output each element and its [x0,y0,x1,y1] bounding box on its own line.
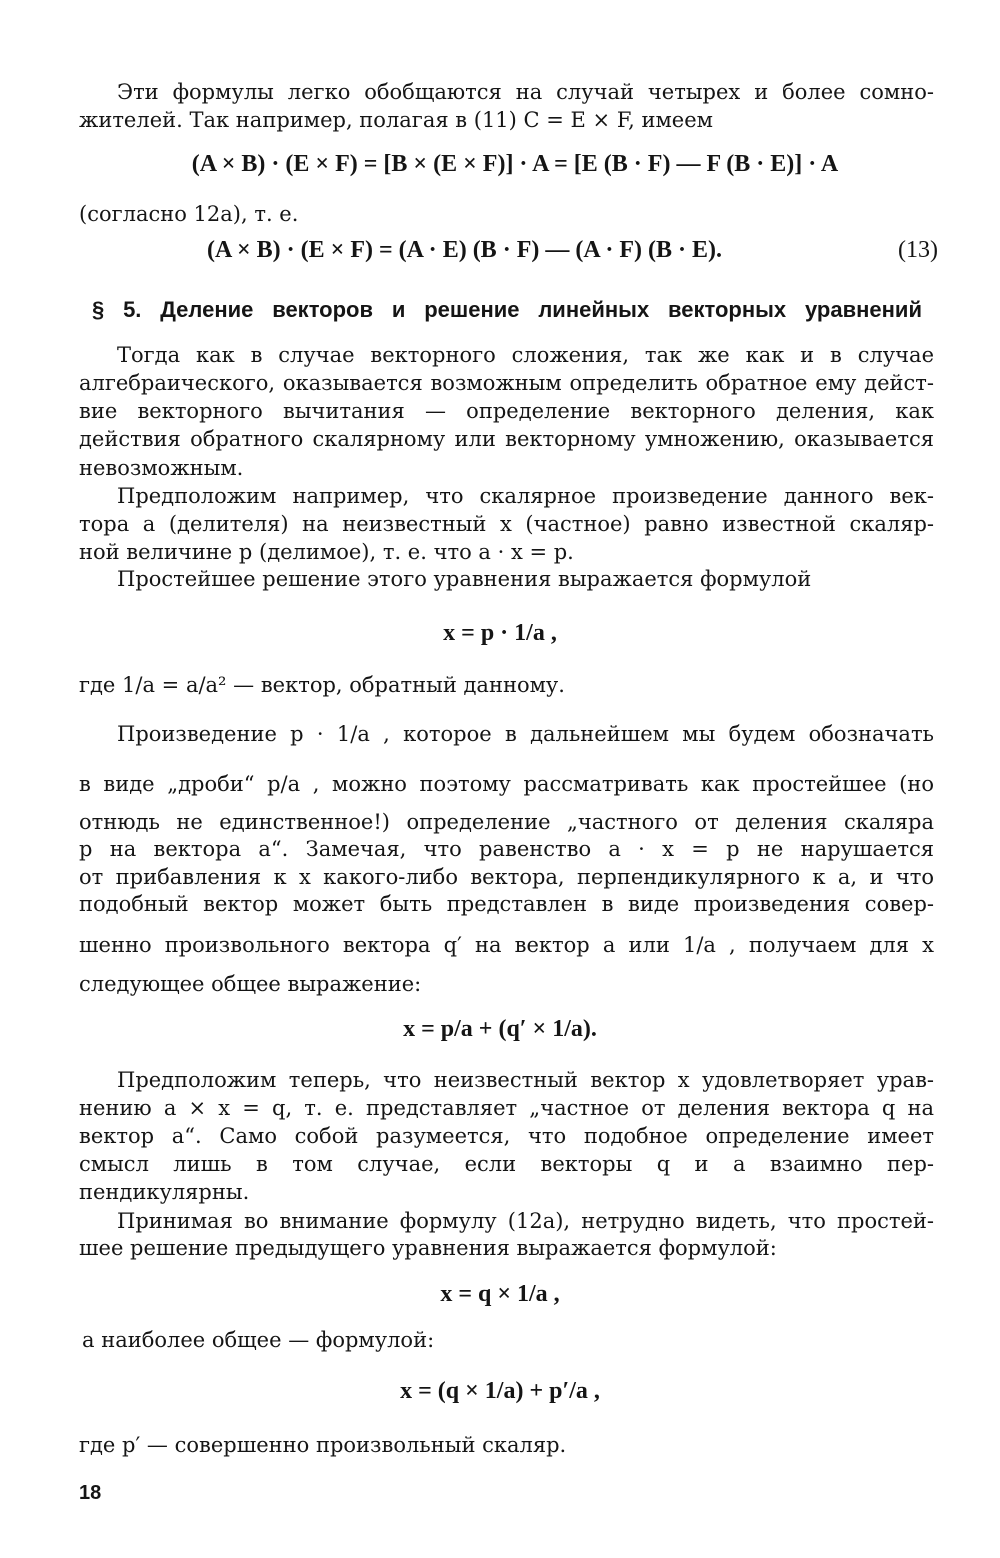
text-line: (согласно 12а), т. е. [79,202,299,226]
text-line: вие векторного вычитания — определение векторного деления, как [79,399,934,423]
text-line: подобный вектор может быть представлен в виде произведения совер- [79,892,934,916]
text-line: жителей. Так например, полагая в (11) C = E × F, имеем [79,108,713,132]
text-line: нению a × x = q, т. е. представляет „частное от деления вектора q на [79,1096,934,1120]
equation: (A × B) · (E × F) = [B × (E × F)] · A = [E (B · F) — F (B · E)] · A [191,151,839,177]
text-line: вектор a“. Само собой разумеется, что подобное определение имеет [79,1124,934,1148]
text-line: от прибавления к x какого-либо вектора, перпендикулярного к a, и что [79,865,934,889]
equation: (A × B) · (E × F) = (A · E) (B · F) — (A · F) (B · E). [207,237,723,263]
text-line: p на вектора a“. Замечая, что равенство a · x = p не нарушается [79,837,934,861]
text-line: Предположим теперь, что неизвестный вектор x удовлетворяет урав- [117,1068,934,1092]
text-line: ной величине p (делимое), т. е. что a · x = p. [79,540,574,564]
text-line: где p′ — совершенно произвольный скаляр. [79,1433,567,1457]
page-number: 18 [79,1482,102,1504]
section-heading: § 5. Деление векторов и решение линейных векторных уравнений [92,297,922,322]
equation: x = q × 1/a , [440,1281,560,1307]
text-line: Эти формулы легко обобщаются на случай четырех и более сомно- [117,80,934,104]
equation: x = (q × 1/a) + p′/a , [400,1378,600,1404]
text-line: смысл лишь в том случае, если векторы q и a взаимно пер- [79,1152,934,1176]
text-line: тора a (делителя) на неизвестный x (частное) равно известной скаляр- [79,512,934,536]
text-line: действия обратного скалярному или векторному умножению, оказывается [79,427,934,451]
text-line: в виде „дроби“ p/a , можно поэтому рассматривать как простейшее (но [79,772,934,796]
text-line: отнюдь не единственное!) определение „частного от деления скаляра [79,810,934,834]
text-line: невозможным. [79,456,244,480]
text-line: Произведение p · 1/a , которое в дальнейшем мы будем обозначать [117,722,934,746]
equation: x = p/a + (q′ × 1/a). [403,1016,597,1042]
text-line: алгебраического, оказывается возможным определить обратное ему дейст- [79,371,934,395]
equation: x = p · 1/a , [443,620,557,646]
text-line: пендикулярны. [79,1180,250,1204]
text-line: Предположим например, что скалярное произведение данного век- [117,484,934,508]
text-line: а наиболее общее — формулой: [82,1328,435,1352]
text-line: шее решение предыдущего уравнения выражается формулой: [79,1236,777,1260]
text-line: Принимая во внимание формулу (12а), нетрудно видеть, что простей- [117,1209,934,1233]
text-line: Тогда как в случае векторного сложения, так же как и в случае [117,343,934,367]
text-line: шенно произвольного вектора q′ на вектор a или 1/a , получаем для x [79,933,934,957]
equation-number: (13) [898,237,938,263]
text-line: где 1/a = a/a² — вектор, обратный данному. [79,673,565,697]
text-line: следующее общее выражение: [79,972,422,996]
text-line: Простейшее решение этого уравнения выражается формулой [117,567,812,591]
